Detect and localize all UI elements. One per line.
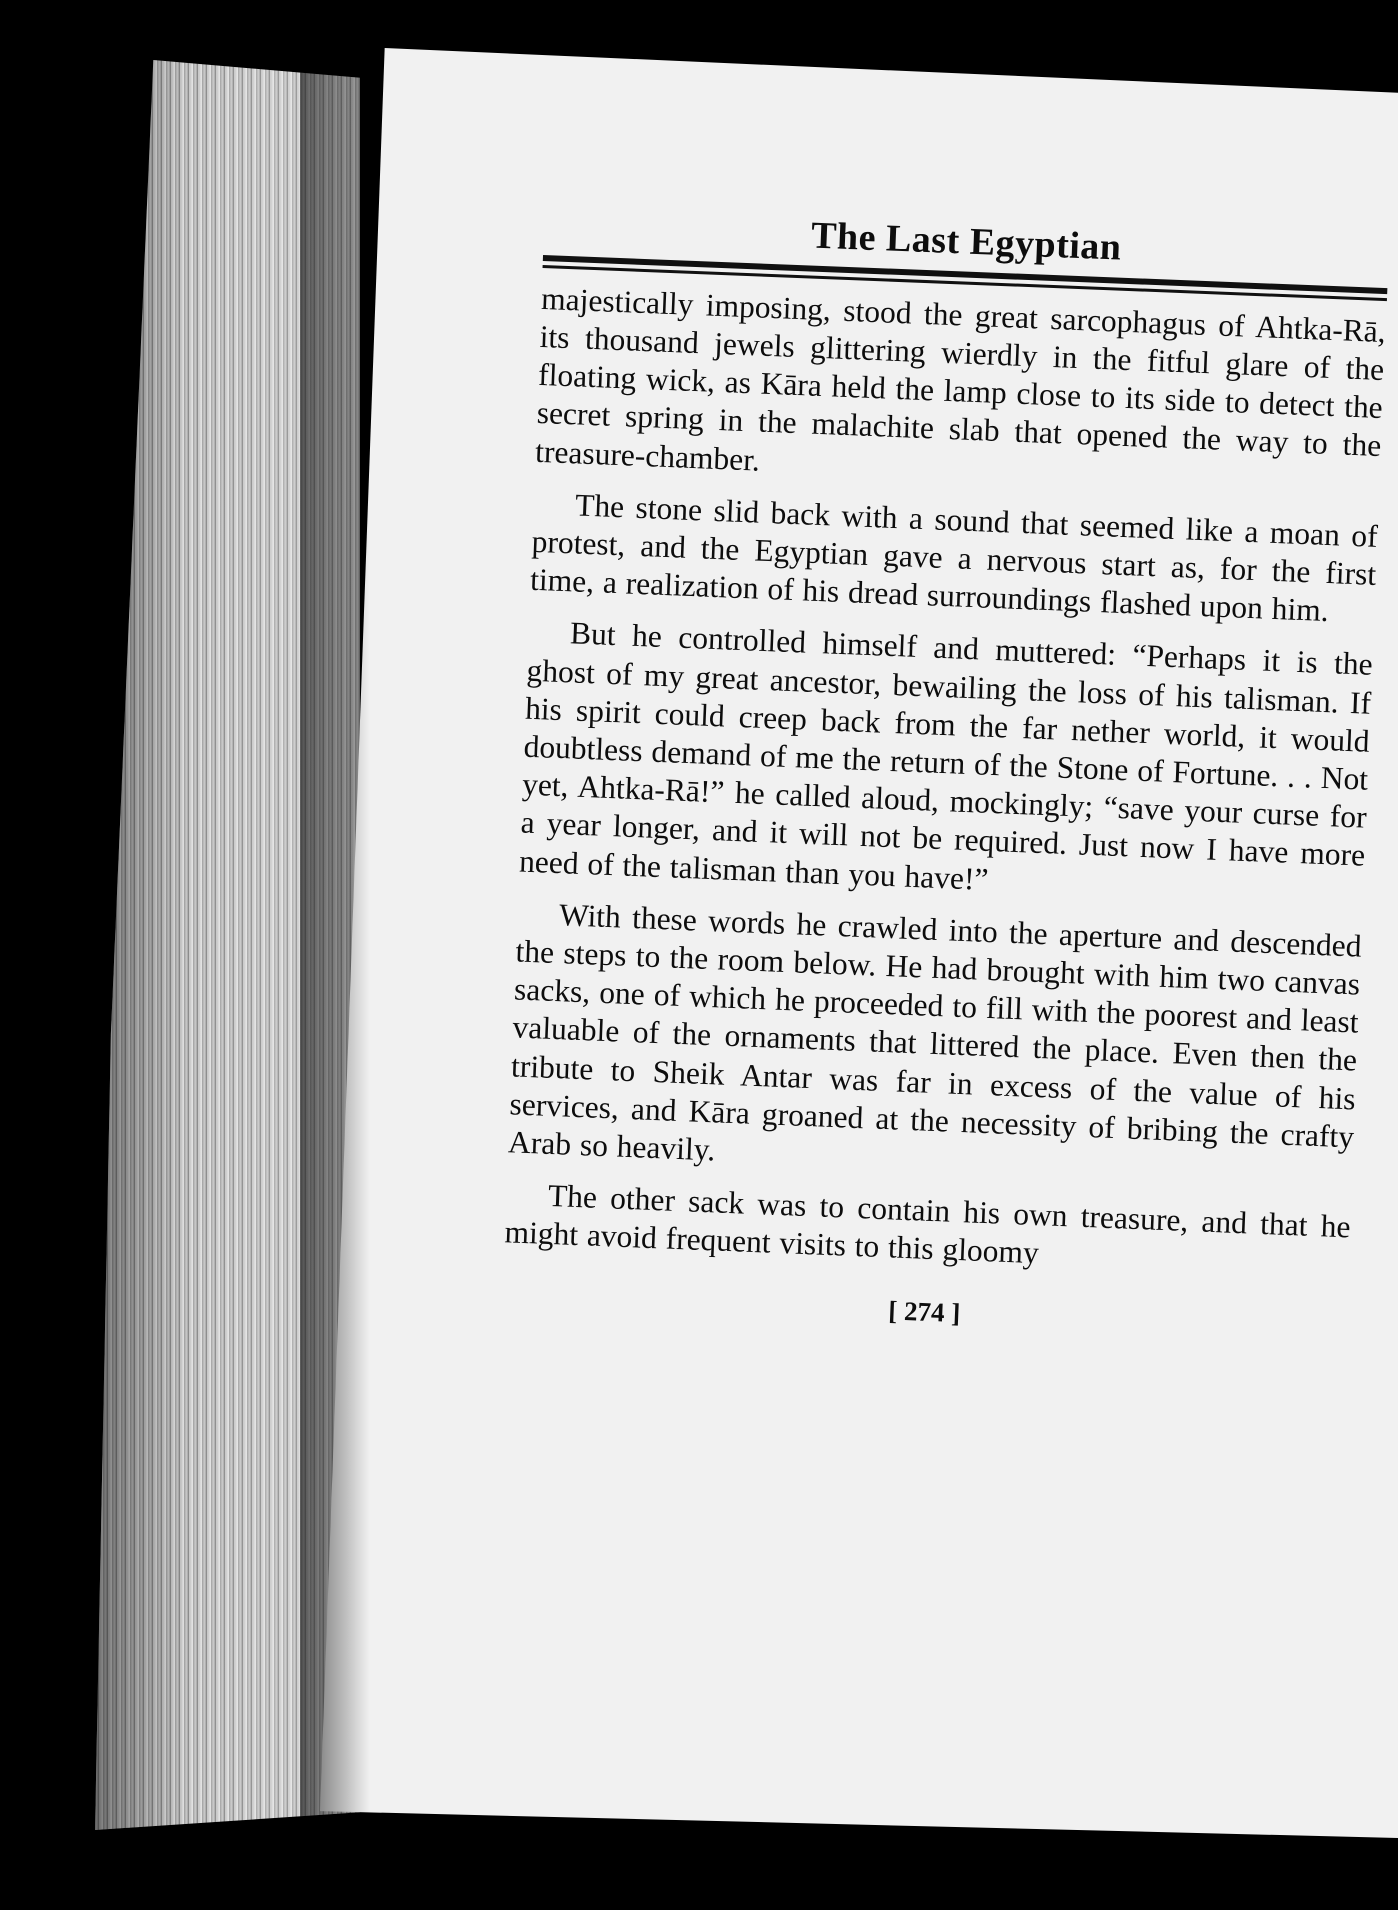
page-number: [ 274 ] (887, 1295, 961, 1328)
paragraph-4: With these words he crawled into the aperture and descended the steps to the room below. He had brought with him two canvas sacks, one of which he proceeded to fill with the poorest and least valuable of the ornaments that littered the place. Even then the tribute to Sheik Antar was far in excess of the value of his services, and Kāra groaned at the necessity of bribing the crafty Arab so heavily. (507, 896, 1363, 1168)
running-head: The Last Egyptian (810, 214, 1123, 269)
gutter-shadow (300, 48, 370, 1838)
paragraph-1: majestically imposing, stood the great sarcophagus of Ahtka-Rā, its thousand jewels glittering wierdly in the fitful glare of the floating wick, as Kāra held the lamp close to its side to detect the secret spring in the malachite slab that opened the way to the treasure-chamber. (534, 280, 1387, 478)
paragraph-5: The other sack was to contain his own treasure, and that he might avoid frequent visits to this gloomy (503, 1178, 1352, 1271)
text-block (502, 205, 1390, 1344)
paragraph-2: The stone slid back with a sound that seemed like a moan of protest, and the Egyptian gave a nervous start as, for the first time, a realization of his dread surroundings flashed upon him. (529, 487, 1379, 629)
paragraph-3: But he controlled himself and muttered: “Perhaps it is the ghost of my great ancestor, bewailing the loss of his talisman. If his spirit could creep back from the far nether world, it would doubtless demand of me the return of the Stone of Fortune. . . Not yet, Ahtka-Rā!” he called aloud, mockingly; “save your curse for a year longer, and it will not be required. Just now I have more need of the talisman than you have!” (518, 615, 1374, 897)
